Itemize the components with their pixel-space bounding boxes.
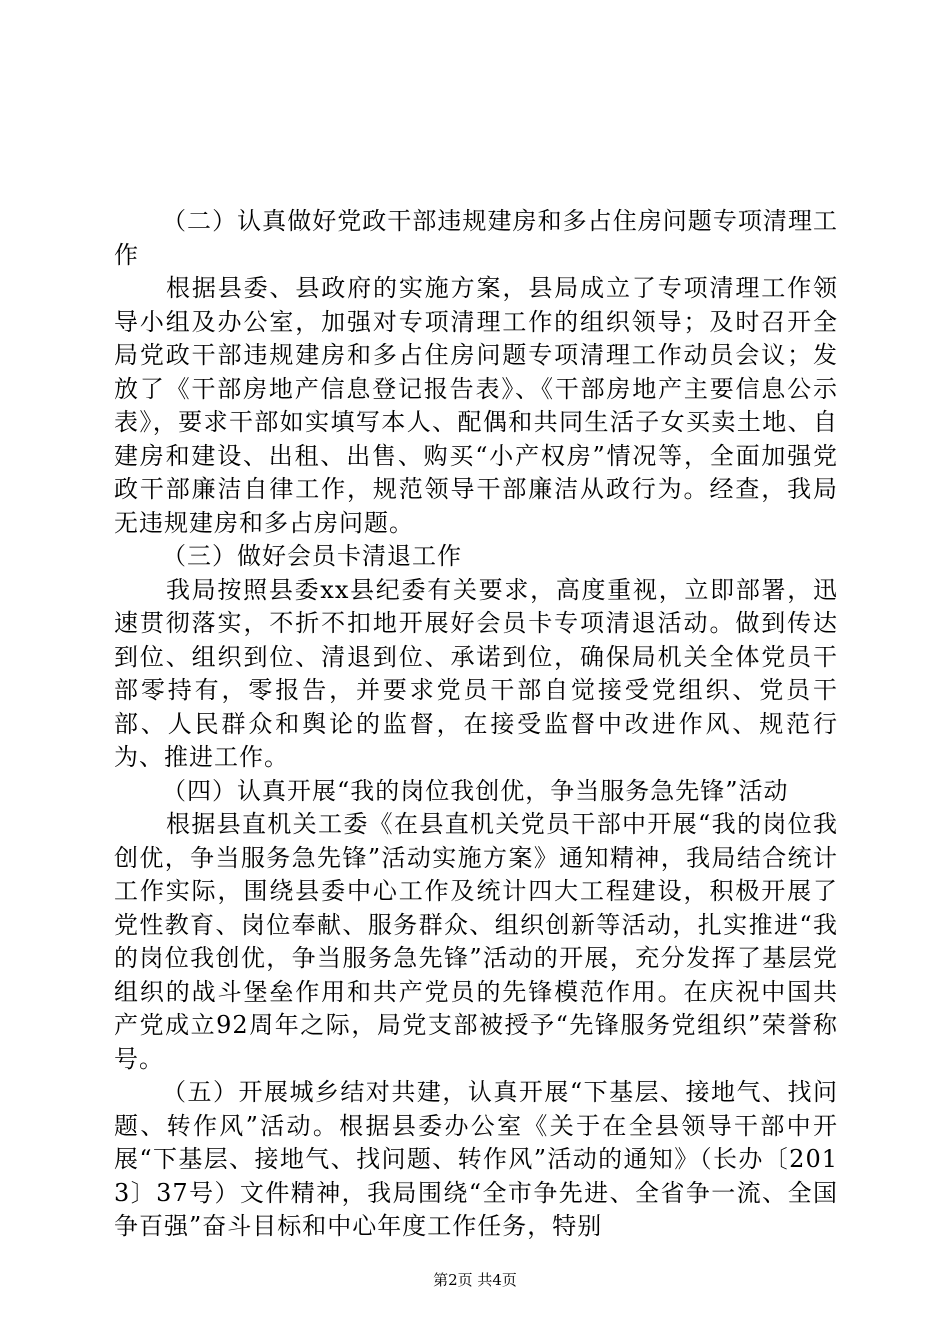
section-body-2: 根据县委、县政府的实施方案，县局成立了专项清理工作领导小组及办公室，加强对专项清理工作的组织领导；及时召开全局党政干部违规建房和多占住房问题专项清理工作动员会议；发放了《干部房地产信息登记报告表》、《干部房地产主要信息公示表》，要求干部如实填写本人、配偶和共同生活子女买卖土地、自建房和建设、出租、出售、购买“小产权房”情况等，全面加强党政干部廉洁自律工作，规范领导干部廉洁从政行为。经查，我局无违规建房和多占房问题。 [114,274,838,537]
section-heading-4: （四）认真开展“我的岗位我创优，争当服务急先锋”活动 [162,776,789,805]
section-heading-3: （三）做好会员卡清退工作 [162,542,462,570]
page-footer: 第2页 共4页 [433,1271,517,1289]
document-body [114,205,838,1244]
section-body-4: 根据县直机关工委《在县直机关党员干部中开展“我的岗位我创优，争当服务急先锋”活动实施方案》通知精神，我局结合统计工作实际，围绕县委中心工作及统计四大工程建设，积极开展了党性教育、岗位奉献、服务群众、组织创新等活动，扎实推进“我的岗位我创优，争当服务急先锋”活动的开展，充分发挥了基层党组织的战斗堡垒作用和共产党员的先锋模范作用。在庆祝中国共产党成立92周年之际，局党支部被授予“先锋服务党组织”荣誉称号。 [114,810,838,1073]
section-heading-2: （二）认真做好党政干部违规建房和多占住房问题专项清理工作 [114,207,838,269]
section-heading-5: （五）开展城乡结对共建，认真开展“下基层、接地气、找问题、转作风”活动。根据县委办公室《关于在全县领导干部中开展“下基层、接地气、找问题、转作风”活动的通知》（长办〔2013〕37号）文件精神，我局围绕“全市争先进、全省争一流、全国争百强”奋斗目标和中心年度工作任务，特别 [114,1078,838,1240]
section-body-3: 我局按照县委xx县纪委有关要求，高度重视，立即部署，迅速贯彻落实，不折不扣地开展好会员卡专项清退活动。做到传达到位、组织到位、清退到位、承诺到位，确保局机关全体党员干部零持有，零报告，并要求党员干部自觉接受党组织、党员干部、人民群众和舆论的监督，在接受监督中改进作风、规范行为、推进工作。 [114,575,838,771]
